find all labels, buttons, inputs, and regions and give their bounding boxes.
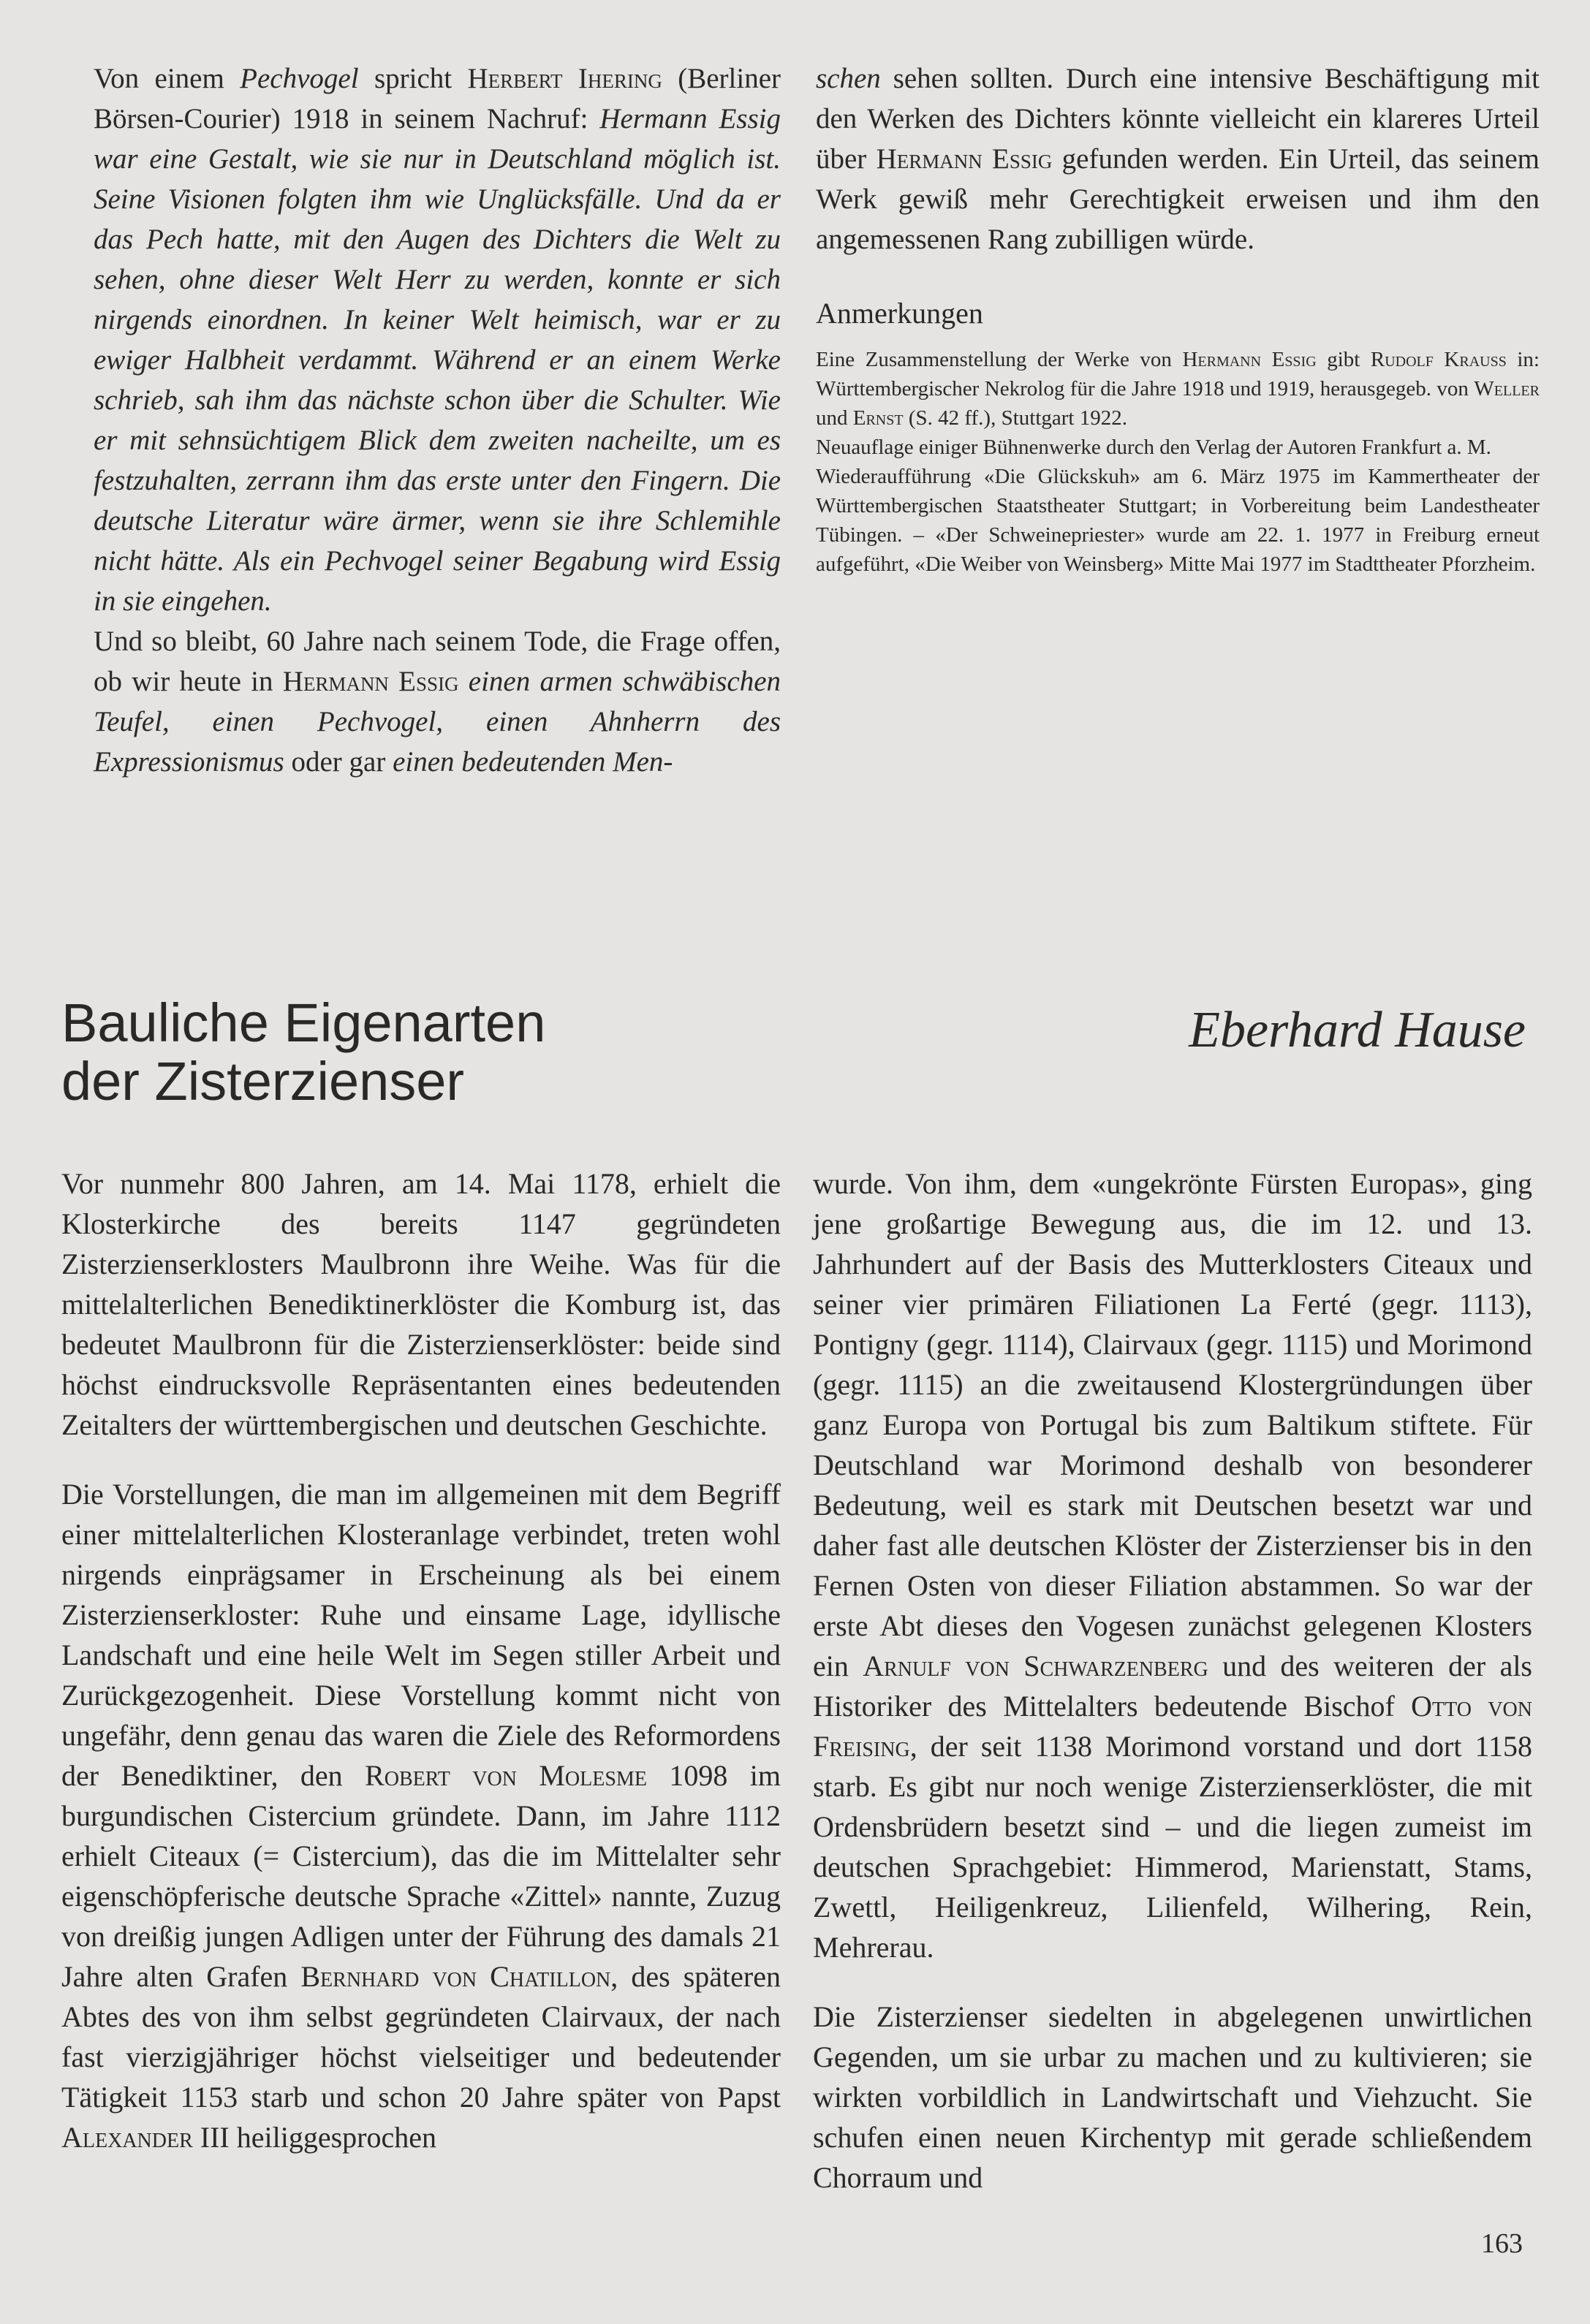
article-title [61, 994, 545, 1111]
text-run: Arnulf von Schwarzenberg [863, 1649, 1208, 1682]
text-run: sehen sollten. Durch eine intensive Beschäftigung mit den Werken des Dichters könnte vielleicht ein klareres Urteil über [816, 63, 1540, 175]
text-run: Von einem [94, 63, 241, 94]
page-number: 163 [1481, 2228, 1523, 2259]
text-run: III heiliggesprochen [192, 2121, 436, 2154]
article-title-line-1: Bauliche Eigenarten [61, 992, 546, 1053]
notes-heading: Anmerkungen [816, 297, 983, 330]
paragraph [94, 58, 781, 621]
text-run: , der seit 1138 Morimond vorstand und dort 1158 starb. Es gibt nur noch wenige Zisterzienserklöster, die mit Ordensbrüdern besetzt sind – und die liegen zumeist im deutschen Sprachgebiet: Himmerod, Marienstatt, Stams, Zwettl, Heiligenkreuz, Lilienfeld, Wilhering, Rein, Mehrerau. [813, 1730, 1532, 1964]
text-run: (Berliner Börsen-Courier) 1918 in seinem Nachruf: [94, 63, 781, 134]
text-run: , des späteren Abtes des von ihm selbst gegründeten Clairvaux, der nach fast vierzigjähriger höchst vielseitiger und bedeutender Tätigkeit 1153 starb und schon 20 Jahre später von Papst [61, 1960, 781, 2114]
text-run: Alexander [61, 2121, 193, 2154]
text-run: Hermann Essig [1182, 348, 1317, 371]
text-run: Hermann Essig war eine Gestalt, wie sie nur in Deutschland möglich ist. Seine Visionen folgten ihm wie Unglücksfälle. Und da er das Pech hatte, mit den Augen des Dichters die Welt zu sehen, ohne dieser Welt Herr zu werden, konnte er sich nirgends einordnen. In keiner Welt heimisch, war er zu ewiger Halbheit verdammt. Während er an einem Werke schrieb, sah ihm das nächste schon über die Schulter. Wie er mit sehnsüchtigem Blick dem zweiten nacheilte, um es festzuhalten, zerrann ihm das erste unter den Fingern. Die deutsche Literatur wäre ärmer, wenn sie ihre Schlemihle nicht hätte. Als ein Pechvogel seiner Begabung wird Essig in sie eingehen. [94, 103, 781, 617]
text-run: Hermann Essig [282, 666, 459, 697]
text-run: und des weiteren der als Historiker des Mittelalters bedeutende Bischof [813, 1649, 1532, 1723]
text-run: Herbert Ihering [467, 63, 662, 94]
text-run: Vor nunmehr 800 Jahren, am 14. Mai 1178, erhielt die Klosterkirche des bereits 1147 gegründeten Zisterzienserklosters Maulbronn ihre Weihe. Was für die mittelalterlichen Benediktinerklöster die Komburg ist, das bedeutet Maulbronn für die Zisterzienserklöster: beide sind höchst eindrucksvolle Repräsentanten eines bedeutenden Zeitalters der württembergischen und deutschen Geschichte. [61, 1167, 781, 1441]
text-run: Und so bleibt, 60 Jahre nach seinem Tode, die Frage offen, ob wir heute in [94, 626, 781, 697]
text-run: Die Zisterzienser siedelten in abgelegenen unwirtlichen Gegenden, um sie urbar zu machen und zu kultivieren; sie wirkten vorbildlich in Landwirtschaft und Viehzucht. Sie schufen einen neuen Kirchentyp mit gerade schließendem Chorraum und [813, 2000, 1532, 2194]
text-run: gefunden werden. Ein Urteil, das seinem Werk gewiß mehr Gerechtigkeit erweisen und ihm den angemessenen Rang zubilligen würde. [816, 143, 1540, 255]
paragraph [816, 433, 1540, 462]
text-run: Eine Zusammenstellung der Werke von [816, 348, 1183, 371]
text-run: Hermann Essig [876, 143, 1053, 175]
notes-list [816, 345, 1540, 579]
text-run: in: Württembergischer Nekrolog für die Jahre 1918 und 1919, herausgegeb. von [816, 348, 1540, 400]
text-run: Die Vorstellungen, die man im allgemeinen mit dem Begriff einer mittelalterlichen Klosteranlage verbindet, treten wohl nirgends einprägsamer in Erscheinung als bei einem Zisterzienserkloster: Ruhe und einsame Lage, idyllische Landschaft und eine heile Welt im Segen stiller Arbeit und Zurückgezogenheit. Diese Vorstellung kommt nicht von ungefähr, denn genau das waren die Ziele des Reformordens der Benediktiner, den [61, 1478, 781, 1792]
text-run: Pechvogel [240, 63, 359, 94]
paragraph [94, 621, 781, 782]
paragraph [816, 462, 1540, 579]
text-run: 1098 im burgundischen Cistercium gründete. Dann, im Jahre 1112 erhielt Citeaux (= Cistercium), das die im Mittelalter sehr eigenschöpferische deutsche Sprache «Zittel» nannte, Zuzug von dreißig jungen Adligen unter der Führung des damals 21 Jahre alten Grafen [61, 1759, 781, 1993]
paragraph [61, 1474, 781, 2157]
text-run: Bernhard von Chatillon [300, 1960, 611, 1993]
zisterzienser-text-left [61, 1134, 781, 2187]
text-run: Robert von Molesme [365, 1759, 647, 1792]
paragraph [813, 1997, 1532, 2198]
essig-article-conclusion [816, 58, 1540, 579]
text-run: gibt [1316, 348, 1371, 371]
article-title-line-2: der Zisterzienser [61, 1051, 465, 1112]
essig-article-continuation [94, 58, 781, 782]
text-run: einen armen schwäbischen Teufel, einen Pechvogel, einen Ahnherrn des Expressionismus [94, 666, 781, 778]
paragraph [816, 345, 1540, 433]
paragraph [61, 1163, 781, 1445]
text-run: einen bedeutenden Men- [393, 746, 673, 778]
text-run: schen [816, 63, 881, 94]
text-run: Ernst [852, 406, 904, 430]
article-author: Eberhard Hause [1189, 1002, 1526, 1058]
text-run: Neuauflage einiger Bühnenwerke durch den Verlag der Autoren Frankfurt a. M. [816, 436, 1491, 459]
text-run: Otto von Freising [813, 1690, 1532, 1763]
zisterzienser-text-right [813, 1134, 1532, 2227]
text-run: Wiederaufführung «Die Glückskuh» am 6. März 1975 im Kammertheater der Württembergischen Staatstheater Stuttgart; in Vorbereitung beim Landestheater Tübingen. – «Der Schweinepriester» wurde am 22. 1. 1977 in Freiburg erneut aufgeführt, «Die Weiber von Weinsberg» Mitte Mai 1977 im Stadttheater Pforzheim. [816, 465, 1540, 576]
text-run: und [816, 406, 853, 430]
text-run: spricht [358, 63, 468, 94]
text-run: Rudolf Krauss [1370, 348, 1507, 371]
conclusion-text [816, 58, 1540, 259]
paragraph [813, 1163, 1532, 1967]
paragraph [816, 58, 1540, 259]
text-run: oder gar [284, 746, 393, 778]
text-run: (S. 42 ff.), Stuttgart 1922. [903, 406, 1127, 430]
text-run: Weller [1474, 377, 1540, 400]
text-run: wurde. Von ihm, dem «ungekrönte Fürsten Europas», ging jene großartige Bewegung aus, die im 12. und 13. Jahrhundert auf der Basis des Mutterklosters Citeaux und seiner vier primären Filiationen La Ferté (gegr. 1113), Pontigny (gegr. 1114), Clairvaux (gegr. 1115) und Morimond (gegr. 1115) an die zweitausend Klostergründungen über ganz Europa von Portugal bis zum Baltikum stiftete. Für Deutschland war Morimond deshalb von besonderer Bedeutung, weil es stark mit Deutschen besetzt war und daher fast alle deutschen Klöster der Zisterzienser bis in den Fernen Osten von dieser Filiation abstammen. So war der erste Abt dieses den Vogesen zunächst gelegenen Klosters ein [813, 1167, 1532, 1682]
